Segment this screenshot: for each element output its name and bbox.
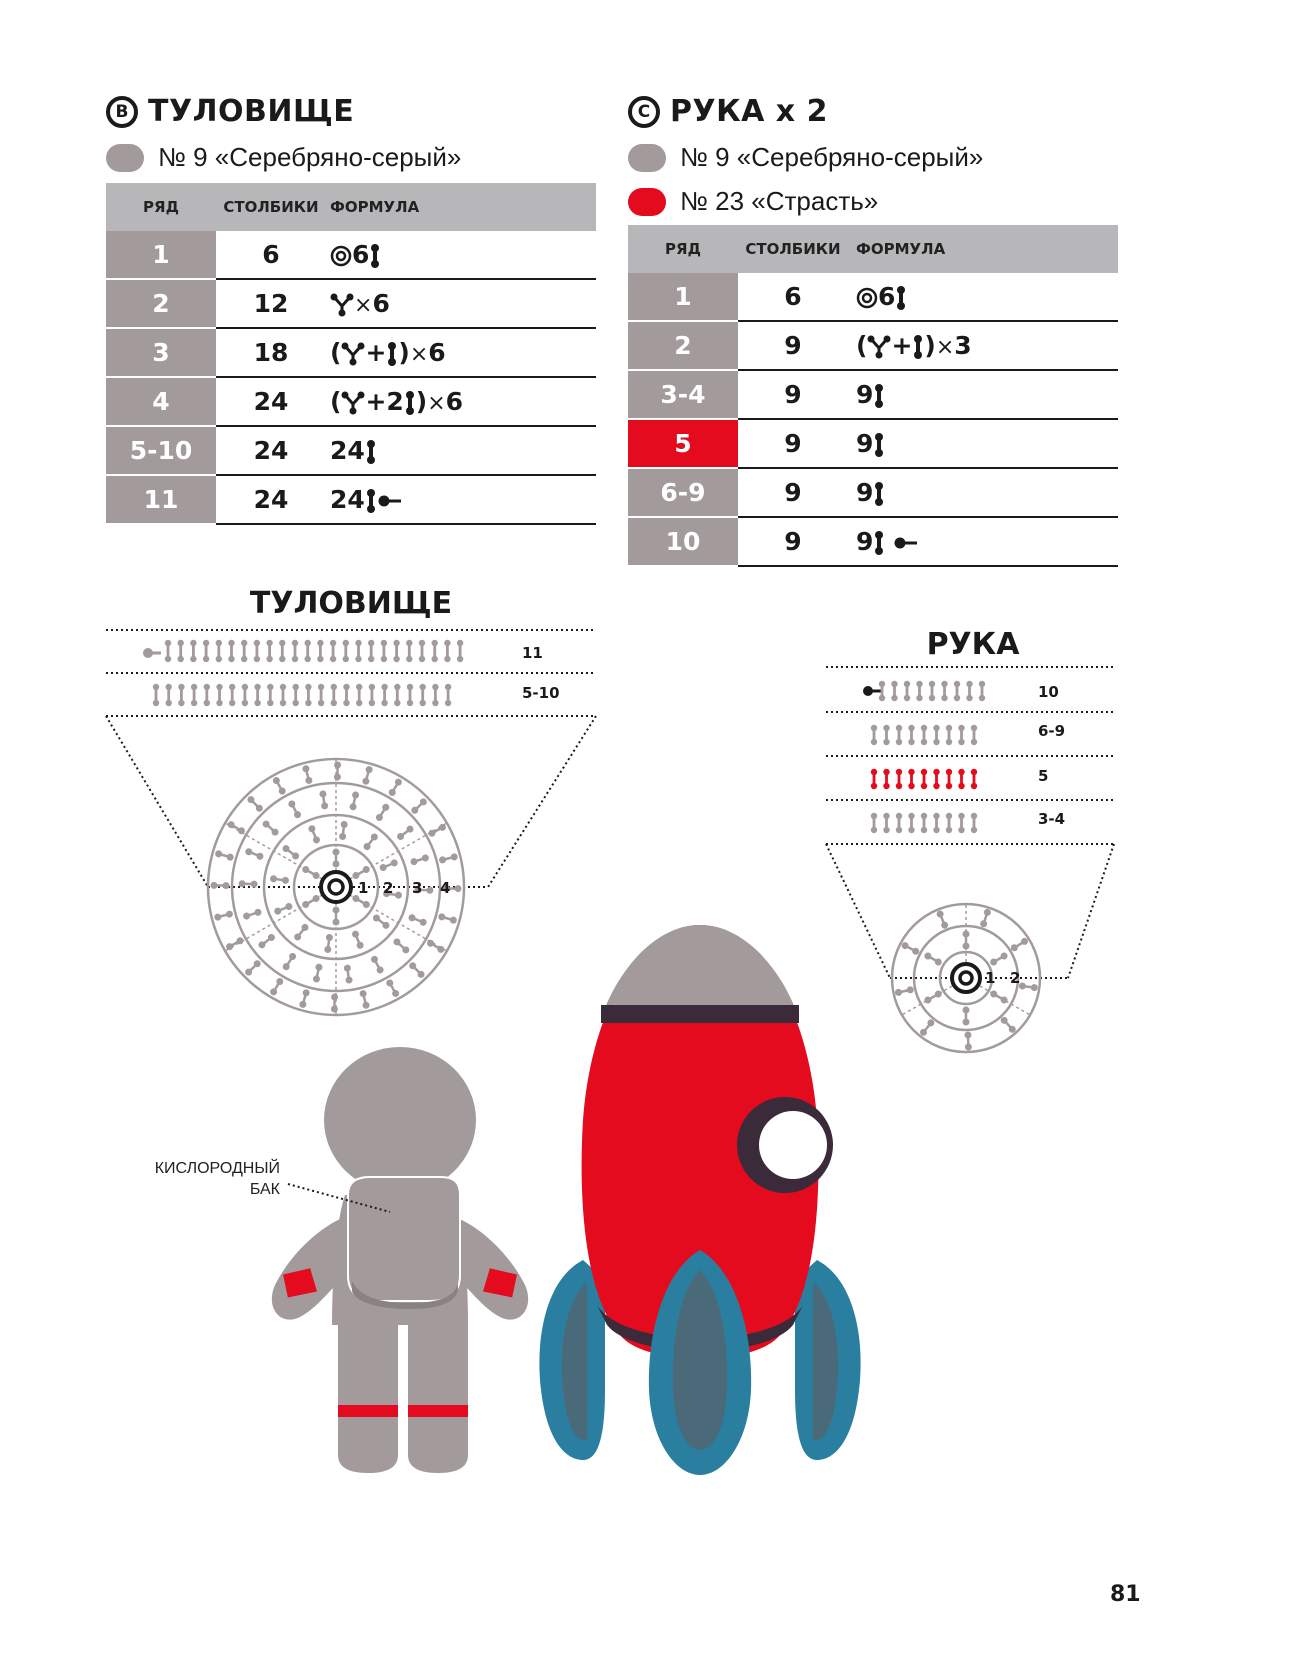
gray-yarn-swatch bbox=[628, 144, 666, 172]
arm-diagram-title: РУКА bbox=[926, 627, 1020, 662]
row-formula: 24 bbox=[326, 475, 596, 524]
stitch-mark bbox=[282, 952, 297, 970]
row-formula: ×6 bbox=[326, 279, 596, 328]
stitch-mark bbox=[368, 640, 374, 662]
stitch-mark bbox=[375, 803, 390, 821]
row-formula: 9 bbox=[848, 517, 1118, 566]
single-crochet-icon bbox=[873, 530, 885, 556]
red-yarn-swatch bbox=[628, 188, 666, 216]
table-header-row bbox=[628, 225, 1118, 273]
astronaut-right-leg bbox=[408, 1315, 468, 1473]
stitch-mark bbox=[349, 791, 359, 810]
stitch-mark bbox=[293, 684, 299, 706]
stitch-mark bbox=[241, 640, 247, 662]
stitch-mark bbox=[330, 640, 336, 662]
stitch-mark bbox=[288, 800, 302, 819]
stitch-mark bbox=[270, 875, 289, 883]
stitch-mark bbox=[924, 952, 943, 966]
stitch-mark bbox=[979, 681, 985, 701]
table-row bbox=[106, 426, 596, 475]
stitch-mark bbox=[908, 813, 914, 833]
arm-pattern-table bbox=[628, 225, 1118, 567]
header-formula: ФОРМУЛА bbox=[326, 183, 596, 231]
stitch-mark bbox=[302, 894, 321, 908]
arm-stitch-diagram bbox=[820, 660, 1120, 1070]
stitch-mark bbox=[990, 990, 1009, 1004]
stitch-mark bbox=[954, 681, 960, 701]
oxygen-tank-annotation bbox=[120, 1158, 280, 1200]
stitch-mark bbox=[215, 850, 234, 861]
increase-icon bbox=[330, 293, 354, 317]
stitch-mark bbox=[356, 684, 362, 706]
page-number: 81 bbox=[1110, 1582, 1141, 1607]
single-crochet-icon bbox=[365, 439, 377, 465]
stitch-mark bbox=[871, 813, 877, 833]
stitch-mark bbox=[896, 725, 902, 745]
table-row bbox=[106, 328, 596, 377]
stitch-mark bbox=[420, 684, 426, 706]
stitch-mark bbox=[352, 930, 364, 949]
stitch-mark bbox=[411, 798, 428, 815]
stitch-mark bbox=[331, 994, 337, 1012]
stitch-count: 9 bbox=[738, 468, 848, 517]
ring-label-2: 2 bbox=[383, 879, 394, 897]
stitch-mark bbox=[320, 791, 328, 810]
arm-yarn-label-1: № 9 «Серебряно-серый» bbox=[680, 142, 984, 172]
row-number: 5-10 bbox=[106, 426, 216, 475]
body-round-diagram bbox=[208, 759, 464, 1015]
row-number: 2 bbox=[628, 321, 738, 370]
stitch-mark bbox=[355, 640, 361, 662]
stitch-mark bbox=[936, 910, 948, 929]
stitch-mark bbox=[971, 769, 977, 789]
stitch-mark bbox=[963, 1007, 969, 1025]
rocket-illustration bbox=[535, 920, 865, 1480]
stitch-row-11 bbox=[143, 640, 463, 662]
stitch-mark bbox=[941, 681, 947, 701]
arm-section-title: РУКА x 2 bbox=[670, 94, 828, 129]
stitch-mark bbox=[225, 937, 244, 951]
table-row bbox=[628, 273, 1118, 321]
stitch-mark bbox=[318, 684, 324, 706]
single-crochet-icon bbox=[895, 285, 907, 311]
stitch-mark bbox=[229, 684, 235, 706]
magic-ring-icon bbox=[330, 245, 352, 267]
stitch-mark bbox=[908, 769, 914, 789]
body-section-header bbox=[106, 94, 354, 129]
stitch-mark bbox=[266, 640, 272, 662]
stitch-mark bbox=[244, 959, 261, 976]
stitch-mark bbox=[343, 640, 349, 662]
stitch-mark bbox=[924, 990, 943, 1004]
single-crochet-icon bbox=[386, 341, 398, 367]
annotation-leader-line bbox=[286, 1178, 396, 1218]
stitch-mark bbox=[439, 853, 458, 863]
single-crochet-icon bbox=[912, 334, 924, 360]
section-badge-b: B bbox=[106, 96, 138, 128]
stitch-mark bbox=[153, 684, 159, 706]
stitch-mark bbox=[203, 640, 209, 662]
stitch-mark bbox=[352, 865, 371, 879]
stitch-mark bbox=[426, 939, 445, 953]
row-label-5-10: 5-10 bbox=[522, 684, 560, 702]
stitch-mark bbox=[958, 813, 964, 833]
header-row: РЯД bbox=[628, 225, 738, 273]
stitch-mark bbox=[216, 684, 222, 706]
table-row bbox=[628, 419, 1118, 468]
stitch-mark bbox=[908, 725, 914, 745]
stitch-mark bbox=[966, 681, 972, 701]
ring-label-1: 1 bbox=[985, 969, 996, 987]
row-number: 1 bbox=[628, 273, 738, 321]
row-label-5: 5 bbox=[1038, 767, 1049, 785]
stitch-mark bbox=[362, 766, 373, 785]
stitch-mark bbox=[270, 977, 284, 996]
row-number: 6-9 bbox=[628, 468, 738, 517]
row-number: 1 bbox=[106, 231, 216, 279]
stitch-row-5 bbox=[871, 769, 977, 789]
stitch-mark bbox=[302, 865, 321, 879]
stitch-mark bbox=[921, 813, 927, 833]
table-row bbox=[628, 517, 1118, 566]
stitch-mark bbox=[895, 986, 914, 996]
stitch-mark bbox=[227, 821, 246, 835]
row-number: 4 bbox=[106, 377, 216, 426]
stitch-row-5-10 bbox=[153, 684, 452, 706]
stitch-mark bbox=[305, 640, 311, 662]
arm-yarn-color-1 bbox=[628, 142, 983, 173]
stitch-mark bbox=[254, 684, 260, 706]
section-badge-c: C bbox=[628, 96, 660, 128]
ring-label-1: 1 bbox=[358, 879, 369, 897]
stitch-mark bbox=[324, 934, 332, 953]
stitch-mark bbox=[369, 684, 375, 706]
stitch-mark bbox=[958, 769, 964, 789]
stitch-mark bbox=[428, 823, 447, 837]
stitch-mark bbox=[946, 769, 952, 789]
table-row bbox=[106, 377, 596, 426]
stitch-mark bbox=[408, 962, 425, 979]
stitch-row-3-4 bbox=[871, 813, 977, 833]
stitch-mark bbox=[299, 989, 310, 1008]
stitch-mark bbox=[919, 1019, 935, 1037]
header-formula: ФОРМУЛА bbox=[848, 225, 1118, 273]
stitch-mark bbox=[971, 813, 977, 833]
row-formula: 6 bbox=[326, 231, 596, 279]
row-number: 3-4 bbox=[628, 370, 738, 419]
table-row bbox=[106, 231, 596, 279]
stitch-mark bbox=[933, 813, 939, 833]
row-formula: 6 bbox=[848, 273, 1118, 321]
stitch-row-10 bbox=[863, 681, 985, 701]
row-separators bbox=[826, 667, 1114, 978]
row-label-6-9: 6-9 bbox=[1038, 722, 1066, 740]
stitch-mark bbox=[946, 813, 952, 833]
stitch-mark bbox=[381, 684, 387, 706]
stitch-mark bbox=[438, 913, 457, 924]
single-crochet-icon bbox=[369, 243, 381, 269]
header-stitches: СТОЛБИКИ bbox=[216, 183, 326, 231]
stitch-mark bbox=[370, 955, 384, 974]
annotation-line-2: БАК bbox=[249, 1181, 280, 1198]
stitch-mark bbox=[262, 820, 279, 837]
stitch-mark bbox=[279, 640, 285, 662]
stitch-mark bbox=[929, 681, 935, 701]
stitch-mark bbox=[178, 640, 184, 662]
stitch-mark bbox=[293, 923, 309, 941]
stitch-mark bbox=[1010, 937, 1028, 952]
table-row bbox=[106, 279, 596, 328]
stitch-mark bbox=[393, 938, 410, 955]
stitch-mark bbox=[302, 765, 312, 784]
stitch-mark bbox=[883, 813, 889, 833]
stitch-count: 6 bbox=[216, 231, 326, 279]
stitch-mark bbox=[980, 909, 991, 928]
stitch-mark bbox=[393, 640, 399, 662]
stitch-mark bbox=[204, 684, 210, 706]
stitch-mark bbox=[267, 684, 273, 706]
stitch-mark bbox=[165, 640, 171, 662]
table-row bbox=[628, 370, 1118, 419]
stitch-mark bbox=[410, 854, 429, 865]
stitch-mark bbox=[254, 640, 260, 662]
stitch-count: 9 bbox=[738, 419, 848, 468]
stitch-mark bbox=[432, 684, 438, 706]
stitch-mark bbox=[343, 684, 349, 706]
stitch-mark bbox=[216, 640, 222, 662]
body-pattern-table bbox=[106, 183, 596, 525]
stitch-mark bbox=[305, 684, 311, 706]
stitch-mark bbox=[1019, 983, 1038, 991]
stitch-mark bbox=[904, 681, 910, 701]
stitch-count: 24 bbox=[216, 377, 326, 426]
stitch-count: 9 bbox=[738, 370, 848, 419]
ring-label-4: 4 bbox=[440, 879, 451, 897]
stitch-count: 9 bbox=[738, 321, 848, 370]
arm-yarn-color-2 bbox=[628, 186, 878, 217]
single-crochet-icon bbox=[873, 432, 885, 458]
body-section-title: ТУЛОВИЩЕ bbox=[148, 94, 355, 129]
table-row bbox=[106, 475, 596, 524]
body-yarn-label: № 9 «Серебряно-серый» bbox=[158, 142, 462, 172]
stitch-mark bbox=[921, 769, 927, 789]
stitch-count: 24 bbox=[216, 426, 326, 475]
stitch-mark bbox=[883, 769, 889, 789]
single-crochet-icon bbox=[873, 383, 885, 409]
stitch-mark bbox=[166, 684, 172, 706]
stitch-mark bbox=[396, 825, 414, 841]
table-header-row bbox=[106, 183, 596, 231]
stitch-mark bbox=[243, 909, 262, 920]
stitch-mark bbox=[1000, 1016, 1017, 1033]
stitch-mark bbox=[386, 979, 400, 998]
magic-ring-icon bbox=[856, 287, 878, 309]
row-label-10: 10 bbox=[1038, 683, 1059, 701]
stitch-mark bbox=[344, 965, 352, 984]
ring-label-3: 3 bbox=[412, 879, 423, 897]
stitch-mark bbox=[178, 684, 184, 706]
rocket-nose bbox=[605, 925, 795, 1008]
stitch-mark bbox=[408, 914, 427, 926]
stitch-mark bbox=[334, 762, 340, 780]
stitch-count: 9 bbox=[738, 517, 848, 566]
stitch-mark bbox=[388, 778, 402, 797]
slip-stitch-icon bbox=[377, 494, 403, 508]
stitch-mark bbox=[946, 725, 952, 745]
stitch-mark bbox=[333, 907, 339, 925]
table-row bbox=[628, 321, 1118, 370]
astronaut-illustration bbox=[260, 1045, 550, 1485]
single-crochet-icon bbox=[873, 481, 885, 507]
stitch-count: 12 bbox=[216, 279, 326, 328]
arm-yarn-label-2: № 23 «Страсть» bbox=[680, 186, 879, 216]
stitch-mark bbox=[432, 640, 438, 662]
stitch-mark bbox=[457, 640, 463, 662]
stitch-count: 18 bbox=[216, 328, 326, 377]
stitch-mark bbox=[933, 725, 939, 745]
row-label-3-4: 3-4 bbox=[1038, 810, 1066, 828]
stitch-mark bbox=[339, 821, 347, 840]
body-yarn-color bbox=[106, 142, 461, 173]
stitch-count: 24 bbox=[216, 475, 326, 524]
stitch-mark bbox=[280, 684, 286, 706]
header-stitches: СТОЛБИКИ bbox=[738, 225, 848, 273]
stitch-mark bbox=[214, 910, 233, 920]
slip-stitch-icon bbox=[893, 536, 919, 550]
row-number: 11 bbox=[106, 475, 216, 524]
stitch-mark bbox=[990, 952, 1009, 966]
row-number: 3 bbox=[106, 328, 216, 377]
stitch-mark bbox=[958, 725, 964, 745]
row-formula: ( + )×3 bbox=[848, 321, 1118, 370]
stitch-mark bbox=[313, 964, 323, 983]
single-crochet-icon bbox=[365, 488, 377, 514]
astronaut-left-leg bbox=[338, 1315, 398, 1473]
row-label-11: 11 bbox=[522, 644, 543, 662]
stitch-mark bbox=[381, 640, 387, 662]
stitch-mark bbox=[242, 684, 248, 706]
row-formula: 9 bbox=[848, 468, 1118, 517]
single-crochet-icon bbox=[404, 390, 416, 416]
stitch-mark bbox=[883, 725, 889, 745]
stitch-mark bbox=[258, 933, 276, 949]
stitch-row-6-9 bbox=[871, 725, 977, 745]
stitch-mark bbox=[871, 725, 877, 745]
stitch-mark bbox=[419, 640, 425, 662]
stitch-mark bbox=[963, 931, 969, 949]
stitch-mark bbox=[965, 1032, 972, 1050]
stitch-mark bbox=[359, 990, 369, 1009]
stitch-mark bbox=[228, 640, 234, 662]
body-diagram-title: ТУЛОВИЩЕ bbox=[249, 586, 453, 621]
increase-icon bbox=[341, 342, 365, 366]
row-formula: ( +2 )×6 bbox=[326, 377, 596, 426]
stitch-mark bbox=[445, 684, 451, 706]
stitch-mark bbox=[407, 684, 413, 706]
stitch-mark bbox=[333, 849, 339, 867]
stitch-mark bbox=[444, 640, 450, 662]
arm-section-header bbox=[628, 94, 828, 129]
increase-icon bbox=[341, 391, 365, 415]
astronaut-head bbox=[324, 1047, 476, 1193]
header-row: РЯД bbox=[106, 183, 216, 231]
gray-yarn-swatch bbox=[106, 144, 144, 172]
stitch-mark bbox=[916, 681, 922, 701]
stitch-mark bbox=[896, 813, 902, 833]
stitch-mark bbox=[247, 795, 264, 812]
ring-label-2: 2 bbox=[1010, 969, 1021, 987]
row-number: 2 bbox=[106, 279, 216, 328]
row-formula: 9 bbox=[848, 419, 1118, 468]
stitch-count: 6 bbox=[738, 273, 848, 321]
stitch-mark bbox=[245, 848, 264, 860]
annotation-line-1: КИСЛОРОДНЫЙ bbox=[154, 1160, 280, 1177]
stitch-mark bbox=[272, 776, 286, 795]
row-number-red: 5 bbox=[628, 419, 738, 468]
stitch-mark bbox=[971, 725, 977, 745]
row-formula: 9 bbox=[848, 370, 1118, 419]
stitch-mark bbox=[308, 825, 320, 844]
stitch-mark bbox=[394, 684, 400, 706]
stitch-mark bbox=[871, 769, 877, 789]
row-formula: 24 bbox=[326, 426, 596, 475]
row-number: 10 bbox=[628, 517, 738, 566]
stitch-mark bbox=[406, 640, 412, 662]
increase-icon bbox=[867, 335, 891, 359]
stitch-mark bbox=[191, 684, 197, 706]
stitch-mark bbox=[190, 640, 196, 662]
stitch-mark bbox=[921, 725, 927, 745]
stitch-mark bbox=[901, 942, 920, 956]
stitch-mark bbox=[933, 769, 939, 789]
stitch-mark bbox=[292, 640, 298, 662]
stitch-mark bbox=[891, 681, 897, 701]
row-formula: ( + )×6 bbox=[326, 328, 596, 377]
stitch-mark bbox=[896, 769, 902, 789]
stitch-mark bbox=[331, 684, 337, 706]
stitch-mark bbox=[363, 833, 379, 851]
table-row bbox=[628, 468, 1118, 517]
stitch-mark bbox=[317, 640, 323, 662]
